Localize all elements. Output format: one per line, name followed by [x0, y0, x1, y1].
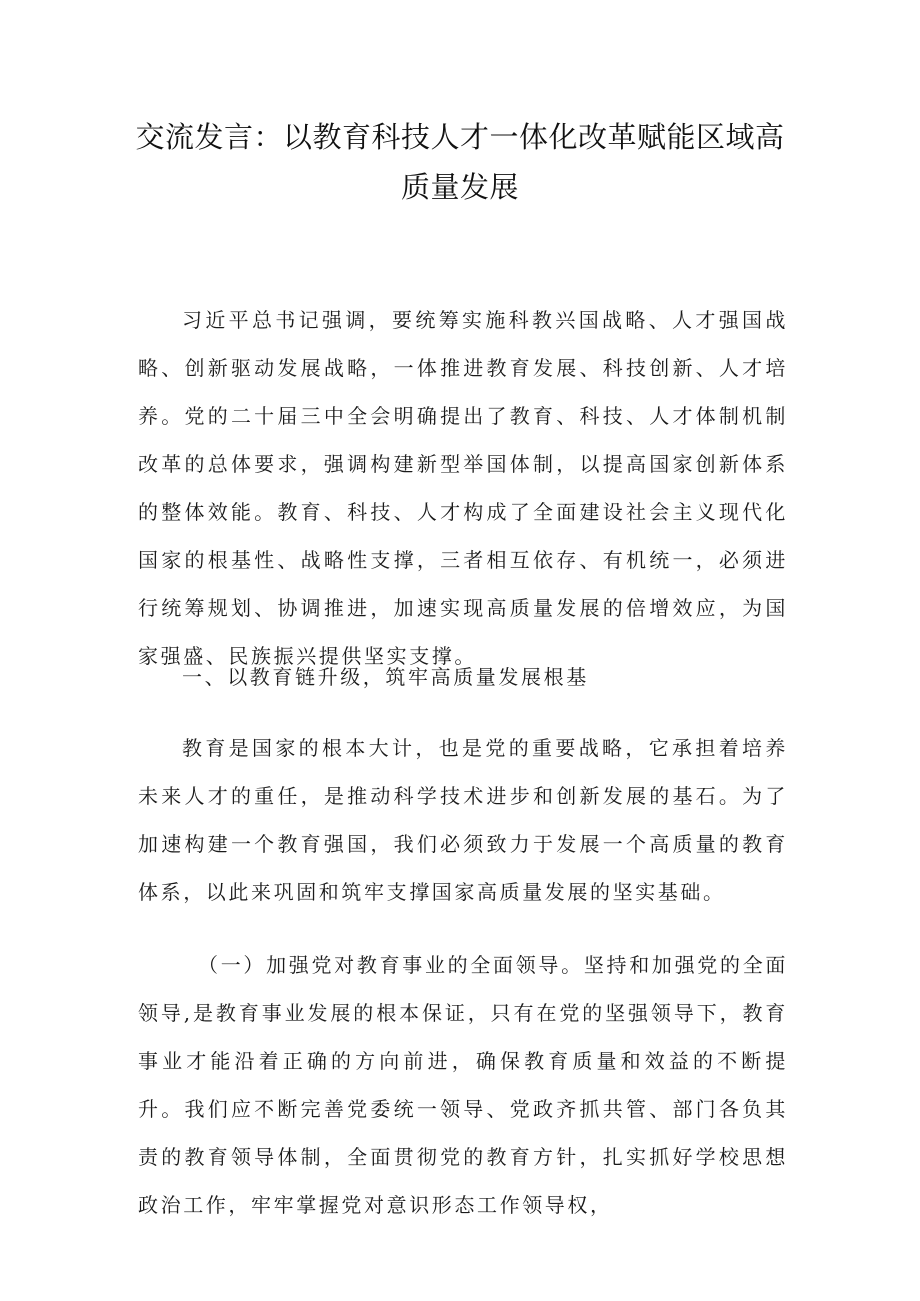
- section-heading-1: 一、以教育链升级，筑牢高质量发展根基: [182, 665, 589, 689]
- subsection-1-paragraph: （一）加强党对教育事业的全面领导。坚持和加强党的全面领导,是教育事业发展的根本保证，只有在党的坚强领导下，教育事业才能沿着正确的方向前进，确保教育质量和效益的不断提升。我们应不断完善党委统一领导、党政齐抓共管、部门各负其责的教育领导体制，全面贯彻党的教育方针，扎实抓好学校思想政治工作，牢牢掌握党对意识形态工作领导权，: [138, 953, 788, 1217]
- section-1-paragraph: 教育是国家的根本大计，也是党的重要战略，它承担着培养未来人才的重任，是推动科学技术进步和创新发展的基石。为了加速构建一个教育强国，我们必须致力于发展一个高质量的教育体系，以此来巩固和筑牢支撑国家高质量发展的坚实基础。: [138, 736, 788, 904]
- document-title: 交流发言：以教育科技人才一体化改革赋能区域高质量发展: [135, 120, 785, 204]
- intro-paragraph: 习近平总书记强调，要统筹实施科教兴国战略、人才强国战略、创新驱动发展战略，一体推进教育发展、科技创新、人才培养。党的二十届三中全会明确提出了教育、科技、人才体制机制改革的总体要求，强调构建新型举国体制，以提高国家创新体系的整体效能。教育、科技、人才构成了全面建设社会主义现代化国家的根基性、战略性支撑，三者相互依存、有机统一，必须进行统筹规划、协调推进，加速实现高质量发展的倍增效应，为国家强盛、民族振兴提供坚实支撑。: [138, 308, 788, 668]
